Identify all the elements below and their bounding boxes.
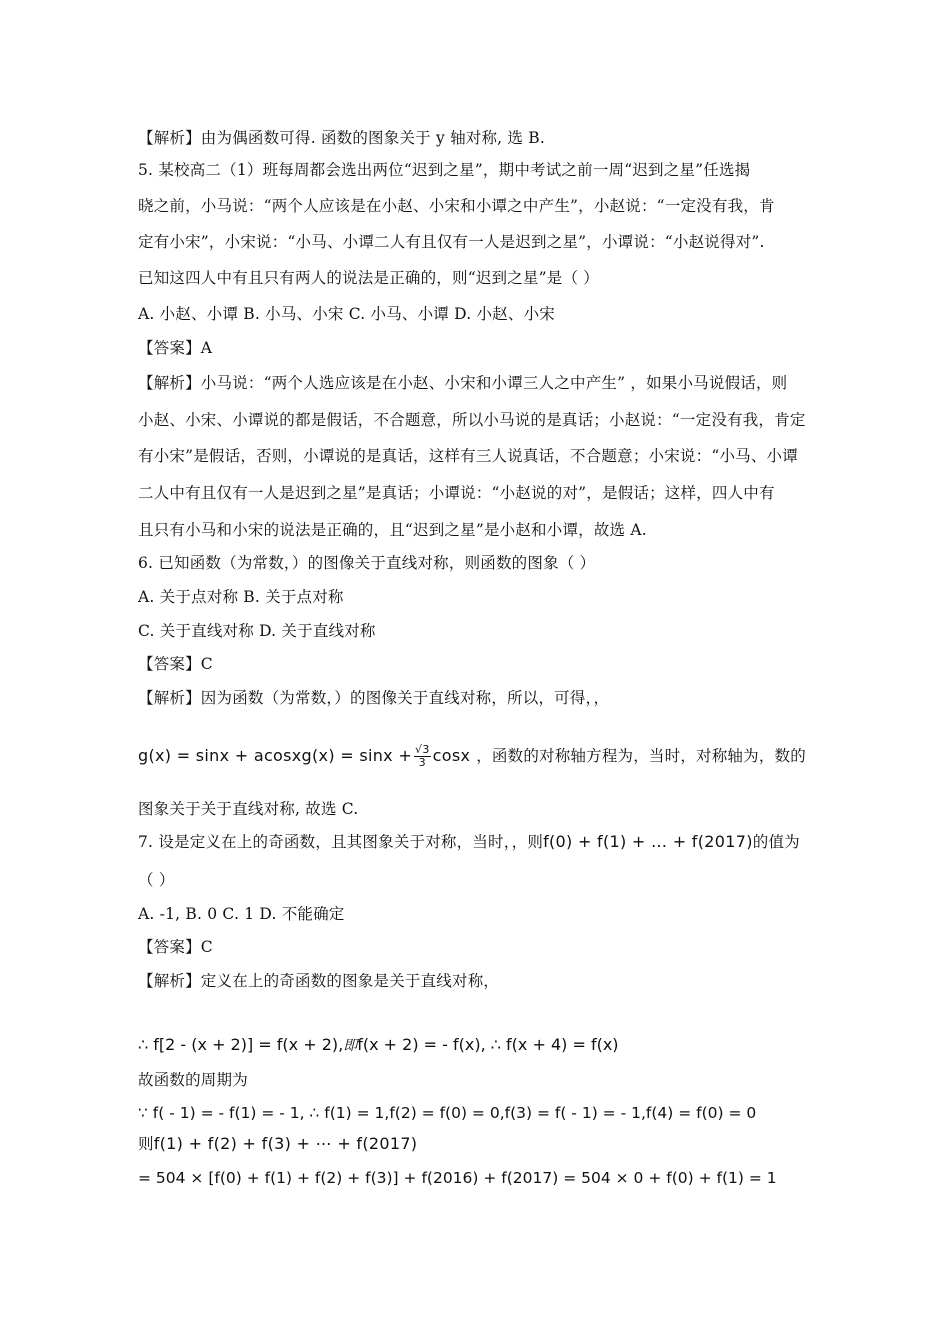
question-5-analysis-line-4: 二人中有且仅有一人是迟到之星”是真话；小谭说：“小赵说的对”，是假话；这样，四人中有 bbox=[138, 484, 775, 502]
question-5-line-3: 定有小宋”，小宋说：“小马、小谭二人有且仅有一人是迟到之星”，小谭说：“小赵说得对”. bbox=[138, 233, 765, 251]
question-7-expression: f(0) + f(1) + … + f(2017) bbox=[543, 832, 753, 851]
question-7-options: A. -1, B. 0 C. 1 D. 不能确定 bbox=[138, 905, 345, 923]
question-7-analysis: 【解析】定义在上的奇函数的图象是关于直线对称， bbox=[138, 972, 500, 990]
math-line-4a: 则 bbox=[138, 1135, 154, 1153]
formula-line-1 bbox=[138, 736, 806, 776]
formula-right: cosx bbox=[432, 746, 471, 765]
question-5-analysis-line-5: 且只有小马和小宋的说法是正确的，且“迟到之星”是小赵和小谭，故选 A. bbox=[138, 521, 647, 539]
question-6-options-cd: C. 关于直线对称 D. 关于直线对称 bbox=[138, 622, 376, 640]
math-line-1a: ∴ f[2 - (x + 2)] = f(x + 2), bbox=[138, 1035, 344, 1054]
question-6-analysis: 【解析】因为函数（为常数，）的图像关于直线对称，所以，可得，， bbox=[138, 689, 610, 707]
question-7-paren: （ ） bbox=[138, 871, 175, 889]
formula-tail-text: ，函数的对称轴方程为，当时，对称轴为，数的 bbox=[476, 747, 806, 765]
question-6-stem: 6. 已知函数（为常数，）的图像关于直线对称，则函数的图象（ ） bbox=[138, 554, 596, 572]
text-line-1: 【解析】由为偶函数可得. 函数的图象关于 y 轴对称, 选 B. bbox=[138, 129, 545, 147]
question-5-line-1: 5. 某校高二（1）班每周都会选出两位“迟到之星”，期中考试之前一周“迟到之星”任选揭 bbox=[138, 161, 751, 179]
math-line-4b: f(1) + f(2) + f(3) + ⋯ + f(2017) bbox=[153, 1134, 418, 1153]
question-6-analysis-end: 图象关于关于直线对称, 故选 C. bbox=[138, 800, 359, 818]
question-5-analysis-line-2: 小赵、小宋、小谭说的都是假话，不合题意，所以小马说的是真话；小赵说：“一定没有我，肯定 bbox=[138, 411, 806, 429]
math-line-4 bbox=[138, 1134, 417, 1154]
question-7-stem bbox=[138, 832, 800, 852]
math-line-1 bbox=[138, 1035, 619, 1056]
question-6-options-ab: A. 关于点对称 B. 关于点对称 bbox=[138, 588, 344, 606]
question-7-suffix: 的值为 bbox=[752, 833, 800, 851]
math-line-3: ∵ f( - 1) = - f(1) = - 1, ∴ f(1) = 1,f(2) = f(0) = 0,f(3) = f( - 1) = - 1,f(4) = f(0) = 0 bbox=[138, 1104, 757, 1122]
fraction-numerator: √3 bbox=[415, 742, 430, 756]
question-7-prefix: 7. 设是定义在上的奇函数，且其图象关于对称，当时，，则 bbox=[138, 833, 544, 851]
math-line-1b: 即 bbox=[343, 1038, 358, 1054]
question-5-line-4: 已知这四人中有且只有两人的说法是正确的，则“迟到之星”是（ ） bbox=[138, 269, 599, 287]
math-line-2: 故函数的周期为 bbox=[138, 1071, 248, 1089]
question-5-analysis-line-3: 有小宋”是假话，否则，小谭说的是真话，这样有三人说真话，不合题意；小宋说：“小马、小谭 bbox=[138, 447, 798, 465]
question-5-options: A. 小赵、小谭 B. 小马、小宋 C. 小马、小谭 D. 小赵、小宋 bbox=[138, 305, 555, 323]
fraction-denominator: 3 bbox=[418, 755, 426, 769]
formula-fraction bbox=[414, 744, 431, 769]
question-5-analysis-line-1: 【解析】小马说：“两个人选应该是在小赵、小宋和小谭三人之中产生” ，如果小马说假话，则 bbox=[138, 374, 788, 392]
formula-left: g(x) = sinx + acosxg(x) = sinx + bbox=[138, 746, 413, 765]
math-line-5: = 504 × [f(0) + f(1) + f(2) + f(3)] + f(2016) + f(2017) = 504 × 0 + f(0) + f(1) = 1 bbox=[138, 1169, 777, 1187]
question-5-answer: 【答案】A bbox=[138, 339, 213, 357]
question-7-answer: 【答案】C bbox=[138, 938, 213, 956]
question-6-answer: 【答案】C bbox=[138, 655, 213, 673]
math-line-1c: f(x + 2) = - f(x), ∴ f(x + 4) = f(x) bbox=[357, 1035, 619, 1054]
question-5-line-2: 晓之前，小马说：“两个人应该是在小赵、小宋和小谭之中产生”，小赵说：“一定没有我，肯 bbox=[138, 197, 775, 215]
